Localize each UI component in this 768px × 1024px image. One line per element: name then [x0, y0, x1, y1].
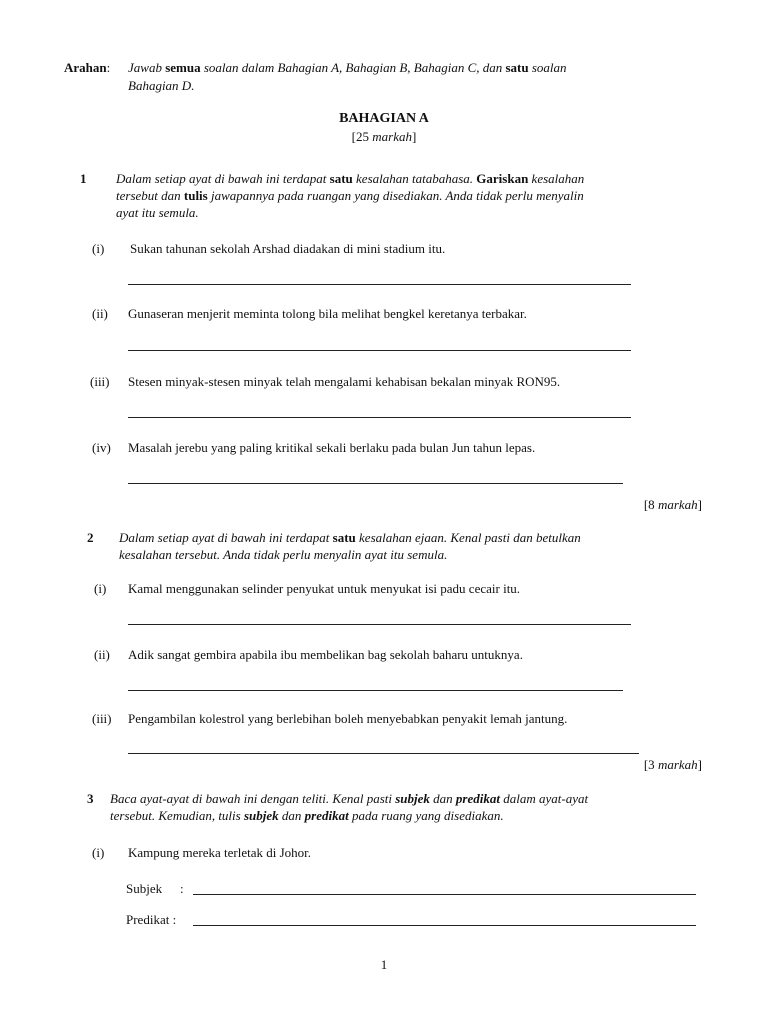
q2-l1a: Dalam setiap ayat di bawah ini terdapat — [119, 530, 330, 545]
q2-item-2-answer-line[interactable] — [128, 690, 623, 691]
q3-item-1-roman: (i) — [92, 845, 105, 860]
section-title: BAHAGIAN A — [339, 111, 429, 126]
q2-item-1-answer-line[interactable] — [128, 624, 631, 625]
q3-l1e: dalam ayat-ayat — [503, 791, 589, 806]
q1-l1c: kesalahan tatabahasa. — [356, 171, 474, 186]
q3-l1c: dan — [433, 791, 453, 806]
q2-item-3-text: Pengambilan kolestrol yang berlebihan boleh menyebabkan penyakit lemah jantung. — [128, 711, 568, 726]
instr-t1: Jawab — [128, 60, 162, 75]
q1-item-4-text: Masalah jerebu yang paling kritikal sekali berlaku pada bulan Jun tahun lepas. — [128, 440, 536, 455]
instructions-text-2 — [128, 78, 194, 94]
q1-item-1-text: Sukan tahunan sekolah Arshad diadakan di mini stadium itu. — [130, 241, 446, 256]
q1-marks-word: markah — [657, 497, 698, 512]
q2-marks-close: ] — [697, 757, 702, 772]
instr-t5: soalan — [531, 60, 567, 75]
q1-item-3-answer-line[interactable] — [128, 417, 631, 418]
instructions-sep: : — [106, 60, 111, 75]
q1-l3: ayat itu semula. — [116, 205, 199, 220]
q3-l2c: dan — [281, 808, 302, 823]
q1-l1b: satu — [329, 171, 353, 186]
q1-marks-open: [8 — [643, 497, 655, 512]
q1-l1e: kesalahan — [531, 171, 585, 186]
q2-item-1-text: Kamal menggunakan selinder penyukat untuk menyukat isi padu cecair itu. — [128, 581, 521, 596]
section-marks-open: [25 — [351, 129, 370, 144]
q3-number: 3 — [87, 791, 94, 806]
q2-item-2-roman: (ii) — [94, 647, 110, 662]
q1-line-2 — [116, 188, 584, 204]
instructions-label: Arahan — [64, 60, 107, 75]
q2-marks — [644, 757, 702, 773]
q1-l2c: jawapannya pada ruangan yang disediakan. Anda tidak perlu menyalin — [210, 188, 584, 203]
section-marks — [0, 129, 768, 145]
subjek-sep: : — [180, 881, 184, 896]
instr-t6: Bahagian D. — [128, 78, 195, 93]
q1-marks-close: ] — [697, 497, 702, 512]
q2-l1b: satu — [332, 530, 356, 545]
instr-t4: satu — [505, 60, 529, 75]
q3-l1d: predikat — [455, 791, 500, 806]
q1-item-2-answer-line[interactable] — [128, 350, 631, 351]
q1-item-1-answer-line[interactable] — [128, 284, 631, 285]
q2-item-1-roman: (i) — [94, 581, 107, 596]
instr-t3: soalan dalam Bahagian A, Bahagian B, Bahagian C, dan — [203, 60, 503, 75]
subjek-label: Subjek — [126, 881, 163, 896]
predikat-label: Predikat : — [126, 912, 177, 927]
q2-item-2-text: Adik sangat gembira apabila ibu membelikan bag sekolah baharu untuknya. — [128, 647, 523, 662]
q3-line-1 — [110, 791, 708, 807]
q1-item-3-text: Stesen minyak-stesen minyak telah mengalami kehabisan bekalan minyak RON95. — [128, 374, 561, 389]
q1-line-3 — [116, 205, 199, 221]
subjek-answer-line[interactable] — [193, 894, 696, 895]
q3-l1a: Baca ayat-ayat di bawah ini dengan teliti. Kenal pasti — [110, 791, 392, 806]
q2-number: 2 — [87, 530, 94, 545]
q1-item-2-text: Gunaseran menjerit meminta tolong bila melihat bengkel keretanya terbakar. — [128, 306, 527, 321]
q2-l2: kesalahan tersebut. Anda tidak perlu menyalin ayat itu semula. — [119, 547, 448, 562]
q1-item-4-answer-line[interactable] — [128, 483, 623, 484]
q3-l2a: tersebut. Kemudian, tulis — [110, 808, 241, 823]
q3-item-1-text: Kampung mereka terletak di Johor. — [128, 845, 312, 860]
q2-item-3-answer-line[interactable] — [128, 753, 639, 754]
q3-line-2 — [110, 808, 504, 824]
q3-l2d: predikat — [304, 808, 349, 823]
q2-marks-word: markah — [657, 757, 698, 772]
q1-item-1-roman: (i) — [92, 241, 105, 256]
q1-l1a: Dalam setiap ayat di bawah ini terdapat — [116, 171, 327, 186]
q2-marks-open: [3 — [643, 757, 655, 772]
q2-line-1 — [119, 530, 670, 546]
q1-marks — [644, 497, 702, 513]
instructions-line-1 — [64, 60, 110, 76]
q3-l1b: subjek — [395, 791, 430, 806]
q2-item-3-roman: (iii) — [92, 711, 112, 726]
q3-l2e: pada ruang yang disediakan. — [351, 808, 504, 823]
q1-number: 1 — [80, 171, 87, 186]
instructions-text-1 — [128, 60, 696, 76]
section-marks-close: ] — [411, 129, 417, 144]
q1-l2a: tersebut dan — [116, 188, 181, 203]
q1-line-1 — [116, 171, 702, 187]
instr-t2: semua — [165, 60, 201, 75]
q3-l2b: subjek — [243, 808, 279, 823]
q1-l2b: tulis — [183, 188, 208, 203]
predikat-answer-line[interactable] — [193, 925, 696, 926]
q1-item-4-roman: (iv) — [92, 440, 111, 455]
q2-line-2 — [119, 547, 447, 563]
q1-item-2-roman: (ii) — [92, 306, 108, 321]
q1-l1d: Gariskan — [476, 171, 529, 186]
q1-item-3-roman: (iii) — [90, 374, 110, 389]
section-marks-word: markah — [372, 129, 412, 144]
page-number: 1 — [380, 957, 388, 972]
q2-l1c: kesalahan ejaan. Kenal pasti dan betulkan — [359, 530, 581, 545]
